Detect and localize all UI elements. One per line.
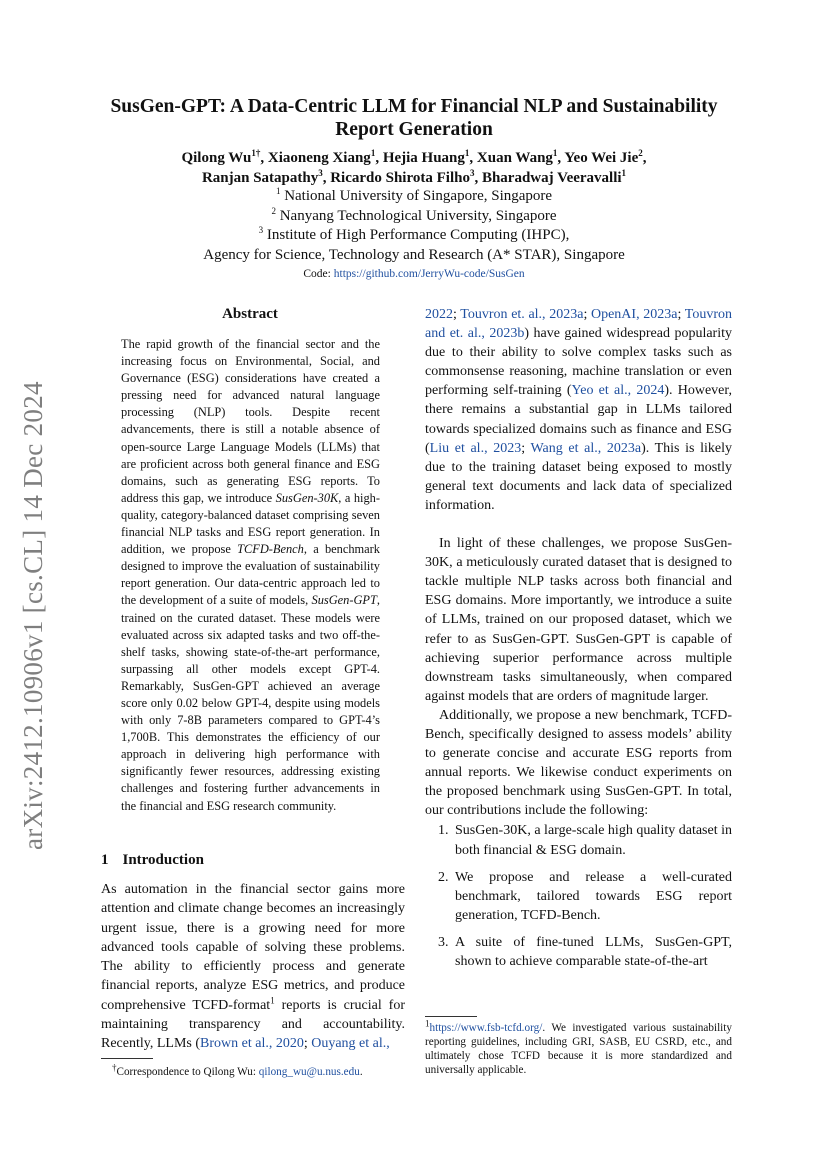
author-sup: 1 xyxy=(370,148,376,158)
citation-link[interactable]: Liu et al., 2023 xyxy=(429,440,522,456)
author: Bharadwaj Veeravalli xyxy=(481,170,622,186)
title-line-1: SusGen-GPT: A Data-Centric LLM for Financial NLP and Sustainability xyxy=(110,96,718,117)
paper-title xyxy=(60,95,768,141)
right-column xyxy=(425,305,732,979)
author-sup: 1 xyxy=(464,148,470,158)
code-label: Code: xyxy=(303,268,331,280)
author: Xiaoneng Xiang xyxy=(267,150,371,166)
footnote-rule-right xyxy=(425,1016,477,1017)
author-sup: 3 xyxy=(469,168,475,178)
benchmark-name: TCFD-Bench xyxy=(237,542,304,557)
footnote-marker[interactable]: 1 xyxy=(270,995,275,1006)
citation-link[interactable]: Ouyang et al., xyxy=(311,1036,390,1052)
affiliation: $^3$ Institute of High Performance Computing (IHPC), xyxy=(258,225,570,243)
arxiv-identifier: arXiv:2412.10906v1 [cs.CL] 14 Dec 2024 xyxy=(18,381,48,850)
author: Ranjan Satapathy xyxy=(201,170,319,186)
list-item: 2. We propose and release a well-curated benchmark, tailored towards ESG report generation, TCFD-Bench. xyxy=(438,869,732,923)
author-sup: 3 xyxy=(318,168,323,178)
introduction-left-text: As automation in the financial sector gains more attention and climate change becomes an increasingly urgent issue, there is a growing need for more advanced tools capable of solving these problems. The ability to efficiently process and generate financial reports, analyze ESG metrics, and produce comprehensive TCFD-format$^1$ reports is crucial for maintaining transparency and accountability. Recently, LLMs (Brown et al., 2020; Ouyang et al., xyxy=(101,882,405,1052)
email-link[interactable]: qilong_wu@u.nus.edu xyxy=(258,1066,360,1078)
abstract-heading: Abstract xyxy=(222,306,278,322)
citation-link[interactable]: Touvron and et. al., 2023b xyxy=(425,307,732,342)
abstract-body: The rapid growth of the financial sector and the increasing focus on Environmental, Social, and Governance (ESG) considerations have created a pressing need for advanced natural language processing (NLP) tools. Despite recent advancements, there is still a notable absence of open-source Large Language Models (LLMs) that are proficient across both general finance and ESG domains, such as generating ESG reports. To address this gap, we introduce SusGen-30K, a high-quality, category-balanced dataset comprising seven financial NLP tasks and ESG report generation. In addition, we propose TCFD-Bench, a benchmark designed to improve the evaluation of sustainability report generation. Our data-centric approach led to the development of a suite of models, SusGen-GPT, trained on the curated dataset. These models were evaluated across six adapted tasks and two off-the-shelf tasks, showing state-of-the-art performance, surpassing all other models except GPT-4. Remarkably, SusGen-GPT achieved an average score only 0.02 below GPT-4, despite using models with only 7-8B parameters compared to GPT-4’s 1,700B. This demonstrates the efficiency of our approach in delivering high performance with significantly fewer resources, addressing existing challenges and fostering further advancements in the financial and ESG research community. xyxy=(121,337,380,813)
author-sup: 1 xyxy=(621,168,627,178)
citation-link[interactable]: OpenAI, 2023a xyxy=(590,307,678,322)
citation-link[interactable]: Brown et al., 2020 xyxy=(200,1036,304,1052)
footnote-correspondence: †Correspondence to Qilong Wu: qilong_wu@u.nus.edu. xyxy=(112,1062,363,1078)
dataset-name: SusGen-30K xyxy=(275,490,339,505)
code-link[interactable]: https://github.com/JerryWu-code/SusGen xyxy=(333,268,525,280)
citation-link[interactable]: Wang et al., 2023a xyxy=(530,440,642,456)
author: Qilong Wu xyxy=(181,150,252,166)
section-heading xyxy=(101,852,204,869)
model-name: SusGen-GPT xyxy=(311,593,377,608)
section-title: Introduction xyxy=(122,852,204,868)
author: Yeo Wei Jie xyxy=(564,150,639,166)
author-list xyxy=(60,148,768,188)
section-number: 1 xyxy=(101,852,109,868)
author: Hejia Huang xyxy=(382,150,465,166)
footnote-url[interactable]: https://www.fsb-tcfd.org/ xyxy=(429,1022,543,1034)
paragraph-benchmark: Additionally, we propose a new benchmark, TCFD-Bench, specifically designed to assess models’ ability to generate concise and accurate ESG reports from annual reports. We likewise conduct experiments on the proposed benchmark using SusGen-GPT. In total, our contributions include the following: xyxy=(425,707,732,819)
author-line-2: Ranjan Satapathy$^3$, Ricardo Shirota Filho$^3$, Bharadwaj Veeravalli$^1$ xyxy=(201,168,627,186)
author-sup: 1† xyxy=(251,148,261,158)
list-item: 3. A suite of fine-tuned LLMs, SusGen-GPT, shown to achieve comparable state-of-the-art xyxy=(438,934,732,969)
affiliation: Agency for Science, Technology and Research (A* STAR), Singapore xyxy=(203,246,625,263)
footnote-tcfd: $^1$https://www.fsb-tcfd.org/. We investigated various sustainability reporting guidelines, including GRI, SASB, EU CSRD, etc., and ultimately chose TCFD because it is more standardized and universally applicable. xyxy=(425,1018,732,1076)
citation-link[interactable]: Touvron et. al., 2023a xyxy=(460,307,584,322)
affiliation: $^2$ Nanyang Technological University, Singapore xyxy=(271,205,557,224)
paragraph-related-work: 2022; Touvron et. al., 2023a; OpenAI, 2023a; Touvron and et. al., 2023b) have gained widespread popularity due to their ability to solve complex tasks such as commonsense reasoning, machine translation or even performing self-training (Yeo et al., 2024). However, there remains a substantial gap in LLMs tailored towards specialized domains such as finance and ESG (Liu et al., 2023; Wang et al., 2023a). This is likely due to the training dataset being exposed to mostly general text documents and lack data of specialized information. xyxy=(425,307,733,513)
citation-link[interactable]: Yeo et al., 2024 xyxy=(571,383,665,399)
paragraph-proposal: In light of these challenges, we propose SusGen-30K, a meticulously curated dataset that is designed to tackle multiple NLP tasks across both financial and ESG domains. More importantly, we introduce a suite of LLMs, trained on our proposed dataset, which we refer to as SusGen-GPT. SusGen-GPT is capable of achieving superior performance across multiple downstream tasks simultaneously, when compared against models that are orders of magnitude larger. xyxy=(425,536,732,704)
author-sup: 1 xyxy=(552,148,558,158)
author-sup: 2 xyxy=(638,148,643,158)
citation-link[interactable]: 2022 xyxy=(425,307,453,322)
footnote-rule-left xyxy=(101,1058,153,1059)
code-availability xyxy=(60,268,768,280)
title-line-2: Report Generation xyxy=(335,119,493,140)
author: Ricardo Shirota Filho xyxy=(330,170,470,186)
author-line-1: Qilong $Wu^{1\dagger}$, Xiaoneng Xiang$^1$, Hejia Huang$^1$, Xuan Wang$^1$, Yeo Wei Jie$^2$, xyxy=(181,148,647,166)
list-item: 1. SusGen-30K, a large-scale high quality dataset in both financial & ESG domain. xyxy=(438,823,732,858)
contribution-list xyxy=(425,821,732,971)
affiliation-list xyxy=(60,187,768,265)
affiliation: $^1$ National University of Singapore, Singapore xyxy=(275,186,553,204)
author: Xuan Wang xyxy=(476,150,553,166)
